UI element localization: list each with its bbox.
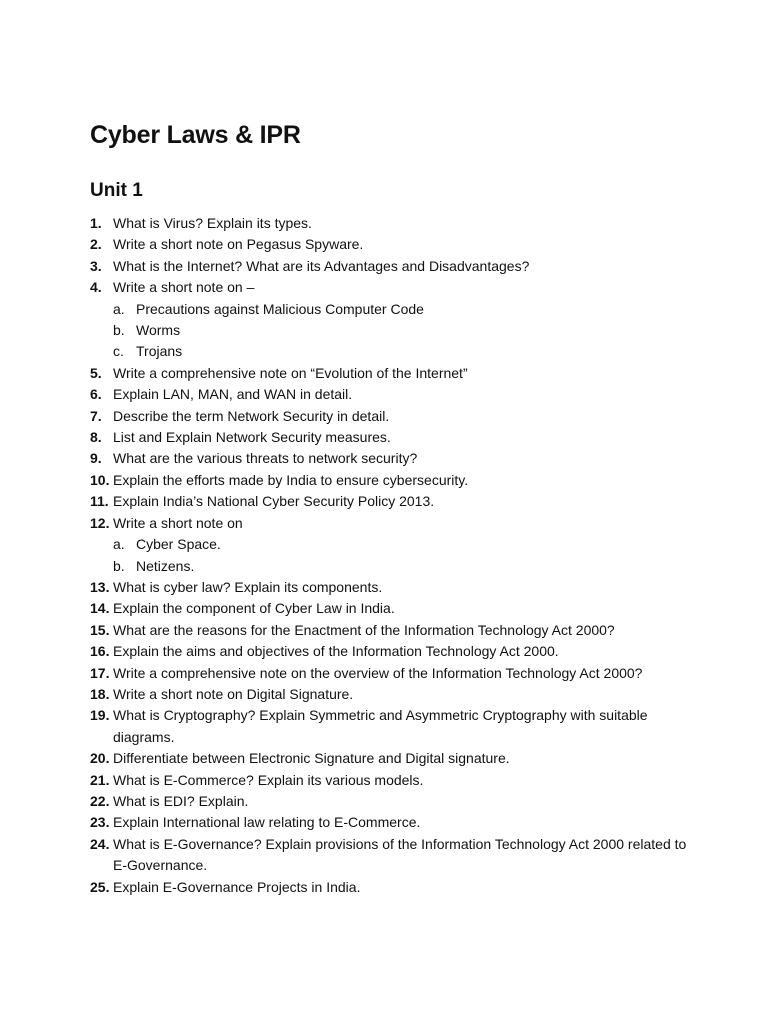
question-item bbox=[90, 663, 690, 684]
question-item bbox=[90, 641, 690, 662]
question-text: What is EDI? Explain. bbox=[113, 792, 249, 809]
question-number: 14. bbox=[90, 600, 110, 617]
sub-question-text: Cyber Space. bbox=[136, 536, 221, 553]
question-item bbox=[90, 770, 690, 791]
question-number: 20. bbox=[90, 750, 110, 767]
question-number: 13. bbox=[90, 578, 110, 595]
question-number: 10. bbox=[90, 471, 110, 488]
unit-heading: Unit 1 bbox=[90, 180, 143, 201]
question-item bbox=[90, 834, 690, 877]
sub-question-label: b. bbox=[113, 557, 125, 574]
question-text: Explain E-Governance Projects in India. bbox=[113, 878, 361, 895]
sub-question-text: Precautions against Malicious Computer Code bbox=[136, 300, 424, 317]
sub-question-text: Netizens. bbox=[136, 557, 195, 574]
question-text: What is cyber law? Explain its components. bbox=[113, 578, 383, 595]
question-number: 22. bbox=[90, 792, 110, 809]
question-item bbox=[90, 427, 690, 448]
question-text: Write a comprehensive note on “Evolution of the Internet” bbox=[113, 364, 468, 381]
question-item bbox=[90, 277, 690, 363]
question-item bbox=[90, 577, 690, 598]
question-text: What is E-Commerce? Explain its various models. bbox=[113, 771, 424, 788]
question-number: 11. bbox=[90, 493, 109, 510]
sub-question-label: c. bbox=[113, 343, 124, 360]
question-item bbox=[90, 791, 690, 812]
sub-question-item bbox=[113, 341, 690, 362]
question-text: What are the reasons for the Enactment of the Information Technology Act 2000? bbox=[113, 621, 615, 638]
question-text: Explain International law relating to E-Commerce. bbox=[113, 814, 421, 831]
question-number: 23. bbox=[90, 814, 110, 831]
question-text: Differentiate between Electronic Signature and Digital signature. bbox=[113, 750, 510, 767]
sub-question-item bbox=[113, 299, 690, 320]
question-number: 3. bbox=[90, 257, 102, 274]
question-text: Write a short note on – bbox=[113, 279, 255, 296]
sub-question-item bbox=[113, 320, 690, 341]
question-text: Write a short note on Digital Signature. bbox=[113, 685, 354, 702]
question-text: Write a short note on Pegasus Spyware. bbox=[113, 236, 364, 253]
sub-question-list bbox=[113, 534, 690, 577]
question-text: Write a comprehensive note on the overview of the Information Technology Act 2000? bbox=[113, 664, 643, 681]
question-text: Explain the component of Cyber Law in India. bbox=[113, 600, 395, 617]
question-list bbox=[90, 213, 690, 898]
question-text: Explain India’s National Cyber Security Policy 2013. bbox=[113, 493, 435, 510]
question-item bbox=[90, 748, 690, 769]
question-text: Explain the aims and objectives of the Information Technology Act 2000. bbox=[113, 643, 559, 660]
question-item bbox=[90, 448, 690, 469]
question-item bbox=[90, 598, 690, 619]
question-number: 5. bbox=[90, 364, 102, 381]
question-text: Write a short note on bbox=[113, 514, 243, 531]
question-text: Explain LAN, MAN, and WAN in detail. bbox=[113, 386, 353, 403]
question-item bbox=[90, 384, 690, 405]
question-text: Describe the term Network Security in detail. bbox=[113, 407, 390, 424]
question-item bbox=[90, 620, 690, 641]
question-number: 15. bbox=[90, 621, 110, 638]
question-number: 17. bbox=[90, 664, 110, 681]
question-number: 25. bbox=[90, 878, 110, 895]
question-item bbox=[90, 256, 690, 277]
question-item bbox=[90, 705, 690, 748]
question-number: 8. bbox=[90, 429, 102, 446]
question-text: What is Virus? Explain its types. bbox=[113, 215, 312, 231]
question-number: 12. bbox=[90, 514, 110, 531]
question-number: 6. bbox=[90, 386, 102, 403]
question-text: What is Cryptography? Explain Symmetric and Asymmetric Cryptography with suitable diagrams. bbox=[113, 707, 648, 745]
question-number: 9. bbox=[90, 450, 102, 467]
question-text: What are the various threats to network security? bbox=[113, 450, 418, 467]
question-number: 19. bbox=[90, 707, 110, 724]
question-number: 18. bbox=[90, 685, 110, 702]
question-item bbox=[90, 234, 690, 255]
sub-question-label: a. bbox=[113, 300, 125, 317]
question-text: What is E-Governance? Explain provisions of the Information Technology Act 2000 related to E-Governance. bbox=[113, 835, 687, 874]
question-item bbox=[90, 877, 690, 898]
question-item bbox=[90, 684, 690, 705]
question-number: 1. bbox=[90, 215, 102, 231]
sub-question-item bbox=[113, 534, 690, 555]
question-text: List and Explain Network Security measures. bbox=[113, 429, 391, 446]
question-number: 24. bbox=[90, 835, 110, 852]
sub-question-label: b. bbox=[113, 322, 125, 339]
sub-question-list bbox=[113, 299, 690, 363]
question-text: Explain the efforts made by India to ensure cybersecurity. bbox=[113, 471, 469, 488]
question-number: 2. bbox=[90, 236, 102, 253]
question-item bbox=[90, 470, 690, 491]
question-item bbox=[90, 491, 690, 512]
document-title: Cyber Laws & IPR bbox=[90, 121, 301, 149]
question-item bbox=[90, 363, 690, 384]
question-number: 16. bbox=[90, 643, 110, 660]
sub-question-text: Trojans bbox=[136, 343, 183, 360]
question-item bbox=[90, 812, 690, 833]
question-item bbox=[90, 406, 690, 427]
sub-question-label: a. bbox=[113, 536, 125, 553]
question-number: 7. bbox=[90, 407, 102, 424]
question-number: 21. bbox=[90, 771, 110, 788]
question-text: What is the Internet? What are its Advantages and Disadvantages? bbox=[113, 257, 530, 274]
sub-question-text: Worms bbox=[136, 322, 181, 339]
sub-question-item bbox=[113, 556, 690, 577]
question-number: 4. bbox=[90, 279, 102, 296]
question-item bbox=[90, 513, 690, 577]
question-item bbox=[90, 213, 690, 234]
